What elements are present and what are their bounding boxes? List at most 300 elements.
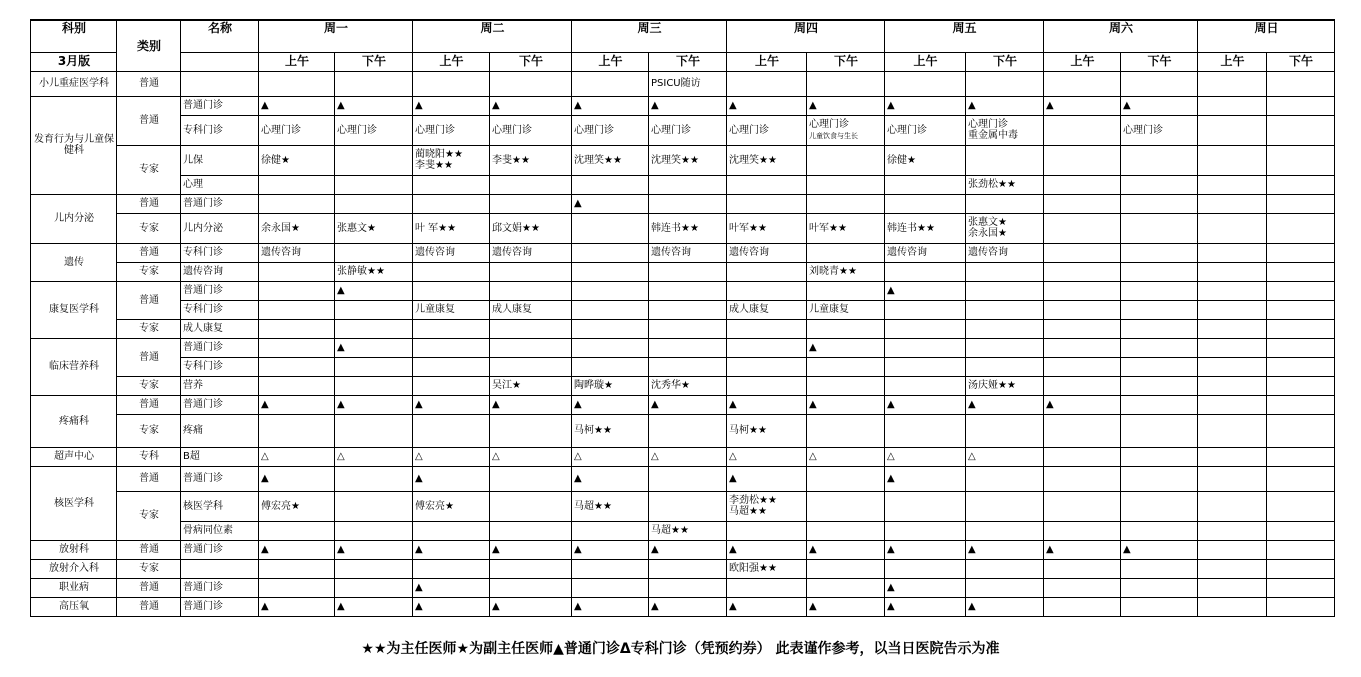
clinic-name-cell: 专科门诊 bbox=[181, 300, 259, 319]
schedule-cell bbox=[413, 145, 490, 175]
schedule-cell bbox=[1121, 466, 1198, 491]
schedule-cell-text: ▲ bbox=[415, 473, 423, 484]
schedule-cell bbox=[885, 466, 966, 491]
schedule-cell-text: 吴江★ bbox=[492, 380, 521, 391]
schedule-cell bbox=[335, 578, 413, 597]
schedule-cell bbox=[490, 578, 572, 597]
schedule-cell-text: ▲ bbox=[574, 100, 582, 111]
schedule-cell bbox=[966, 597, 1044, 616]
schedule-cell-text: ▲ bbox=[337, 399, 345, 410]
schedule-cell bbox=[413, 115, 490, 145]
table-row bbox=[31, 466, 1335, 491]
schedule-cell bbox=[490, 213, 572, 243]
schedule-cell bbox=[966, 243, 1044, 262]
schedule-cell bbox=[1198, 175, 1267, 194]
schedule-cell-text: ▲ bbox=[337, 544, 345, 555]
schedule-cell bbox=[259, 194, 335, 213]
schedule-cell bbox=[966, 376, 1044, 395]
schedule-cell bbox=[1198, 395, 1267, 414]
schedule-cell bbox=[259, 357, 335, 376]
day-header-tue: 周二 bbox=[413, 20, 572, 52]
schedule-cell bbox=[966, 300, 1044, 319]
schedule-cell bbox=[1198, 319, 1267, 338]
schedule-cell bbox=[1198, 521, 1267, 540]
schedule-cell bbox=[807, 281, 885, 300]
schedule-cell-text: ▲ bbox=[651, 544, 659, 555]
schedule-cell-text: 心理门诊 bbox=[809, 118, 849, 130]
schedule-cell bbox=[1044, 578, 1121, 597]
schedule-cell-text: ▲ bbox=[968, 100, 976, 111]
schedule-cell bbox=[807, 262, 885, 281]
table-row bbox=[31, 175, 1335, 194]
schedule-cell-text: 傅宏亮★ bbox=[261, 500, 300, 512]
dept-cell: 遗传 bbox=[31, 243, 117, 281]
clinic-name-cell: 成人康复 bbox=[181, 319, 259, 338]
schedule-cell bbox=[649, 540, 727, 559]
schedule-cell bbox=[807, 300, 885, 319]
day-header-mon: 周一 bbox=[259, 20, 413, 52]
schedule-cell bbox=[572, 540, 649, 559]
schedule-cell bbox=[1198, 213, 1267, 243]
schedule-cell bbox=[1044, 447, 1121, 466]
schedule-cell bbox=[1267, 540, 1335, 559]
table-row bbox=[31, 300, 1335, 319]
schedule-cell bbox=[1121, 447, 1198, 466]
clinic-name-cell: 营养 bbox=[181, 376, 259, 395]
schedule-cell bbox=[649, 96, 727, 115]
schedule-cell bbox=[413, 213, 490, 243]
half-am: 上午 bbox=[572, 52, 649, 71]
schedule-cell-text: ▲ bbox=[809, 544, 817, 555]
schedule-cell bbox=[807, 213, 885, 243]
schedule-cell-text: 成人康复 bbox=[492, 304, 532, 315]
schedule-cell bbox=[966, 414, 1044, 447]
type-cell: 普通 bbox=[117, 281, 181, 319]
table-row bbox=[31, 578, 1335, 597]
clinic-name-cell bbox=[181, 559, 259, 578]
schedule-cell bbox=[1267, 466, 1335, 491]
schedule-cell bbox=[572, 281, 649, 300]
schedule-cell bbox=[1267, 491, 1335, 521]
schedule-cell bbox=[649, 376, 727, 395]
schedule-cell bbox=[1267, 281, 1335, 300]
schedule-cell bbox=[885, 175, 966, 194]
schedule-cell-text: ▲ bbox=[261, 399, 269, 410]
schedule-cell-text: 沈理笑★★ bbox=[574, 154, 622, 166]
schedule-cell bbox=[727, 357, 807, 376]
schedule-cell bbox=[807, 357, 885, 376]
day-header-fri: 周五 bbox=[885, 20, 1044, 52]
schedule-cell bbox=[259, 466, 335, 491]
schedule-cell-text: ▲ bbox=[492, 544, 500, 555]
schedule-cell bbox=[807, 338, 885, 357]
schedule-cell-text: ▲ bbox=[809, 100, 817, 111]
schedule-cell bbox=[572, 96, 649, 115]
schedule-cell bbox=[885, 319, 966, 338]
schedule-cell bbox=[335, 338, 413, 357]
type-cell: 普通 bbox=[117, 395, 181, 414]
schedule-cell bbox=[1044, 521, 1121, 540]
schedule-cell bbox=[490, 281, 572, 300]
schedule-cell bbox=[335, 521, 413, 540]
schedule-cell bbox=[1267, 578, 1335, 597]
schedule-cell-text: ▲ bbox=[337, 342, 345, 353]
schedule-cell bbox=[1267, 71, 1335, 96]
schedule-cell-text: ▲ bbox=[729, 544, 737, 555]
schedule-cell bbox=[1121, 281, 1198, 300]
schedule-cell-text: 沈理笑★★ bbox=[651, 154, 699, 166]
table-row bbox=[31, 491, 1335, 521]
schedule-cell bbox=[572, 319, 649, 338]
schedule-cell-text: ▲ bbox=[729, 399, 737, 410]
type-cell: 专家 bbox=[117, 414, 181, 447]
schedule-cell-text: ▲ bbox=[809, 601, 817, 612]
schedule-cell bbox=[335, 213, 413, 243]
schedule-cell-text: ▲ bbox=[651, 399, 659, 410]
type-cell: 普通 bbox=[117, 338, 181, 376]
schedule-cell bbox=[1198, 597, 1267, 616]
schedule-cell-text: 叶 军★★ bbox=[415, 222, 457, 234]
schedule-cell bbox=[259, 395, 335, 414]
type-cell: 专科 bbox=[117, 447, 181, 466]
schedule-cell bbox=[1198, 281, 1267, 300]
schedule-cell-text: ▲ bbox=[651, 601, 659, 612]
schedule-cell-text: ▲ bbox=[261, 544, 269, 555]
schedule-cell-text: 遗传咨询 bbox=[651, 247, 691, 258]
clinic-name-cell: 普通门诊 bbox=[181, 597, 259, 616]
schedule-cell-text: 马柯★★ bbox=[574, 425, 612, 436]
schedule-cell bbox=[259, 243, 335, 262]
half-pm: 下午 bbox=[490, 52, 572, 71]
schedule-cell bbox=[572, 414, 649, 447]
schedule-cell-text: 儿童康复 bbox=[809, 304, 849, 315]
schedule-cell bbox=[490, 376, 572, 395]
schedule-cell bbox=[572, 300, 649, 319]
schedule-cell bbox=[490, 395, 572, 414]
schedule-cell bbox=[966, 559, 1044, 578]
schedule-cell bbox=[335, 71, 413, 96]
schedule-cell bbox=[1044, 540, 1121, 559]
schedule-cell bbox=[727, 338, 807, 357]
schedule-cell bbox=[807, 597, 885, 616]
schedule-cell bbox=[649, 559, 727, 578]
schedule-cell bbox=[727, 466, 807, 491]
schedule-cell bbox=[572, 447, 649, 466]
schedule-cell bbox=[807, 466, 885, 491]
type-cell: 普通 bbox=[117, 96, 181, 145]
table-row bbox=[31, 338, 1335, 357]
schedule-cell-text: ▲ bbox=[574, 473, 582, 484]
schedule-cell bbox=[259, 319, 335, 338]
dept-cell: 发育行为与儿童保健科 bbox=[31, 96, 117, 194]
schedule-cell-text: ▲ bbox=[887, 473, 895, 484]
table-row bbox=[31, 376, 1335, 395]
schedule-cell bbox=[1198, 559, 1267, 578]
schedule-cell-text: ▲ bbox=[574, 399, 582, 410]
dept-cell: 康复医学科 bbox=[31, 281, 117, 338]
schedule-cell bbox=[490, 466, 572, 491]
schedule-cell-text: ▲ bbox=[887, 582, 895, 593]
schedule-cell bbox=[885, 578, 966, 597]
schedule-cell bbox=[1121, 96, 1198, 115]
schedule-cell bbox=[1198, 466, 1267, 491]
schedule-cell bbox=[1121, 319, 1198, 338]
schedule-cell bbox=[885, 540, 966, 559]
schedule-cell-text: ▲ bbox=[968, 399, 976, 410]
schedule-cell bbox=[649, 466, 727, 491]
schedule-cell bbox=[572, 466, 649, 491]
schedule-cell bbox=[413, 447, 490, 466]
schedule-cell bbox=[807, 521, 885, 540]
schedule-cell bbox=[335, 466, 413, 491]
schedule-cell bbox=[1044, 466, 1121, 491]
clinic-name-cell: 普通门诊 bbox=[181, 466, 259, 491]
schedule-cell bbox=[335, 376, 413, 395]
schedule-cell bbox=[1044, 414, 1121, 447]
schedule-cell-text: △ bbox=[968, 451, 976, 462]
schedule-cell bbox=[572, 194, 649, 213]
schedule-cell bbox=[335, 243, 413, 262]
schedule-cell-text: 叶军★★ bbox=[729, 222, 767, 234]
half-am: 上午 bbox=[413, 52, 490, 71]
schedule-cell bbox=[259, 338, 335, 357]
schedule-cell bbox=[1267, 145, 1335, 175]
schedule-cell-text: ▲ bbox=[492, 399, 500, 410]
schedule-cell bbox=[1267, 300, 1335, 319]
half-pm: 下午 bbox=[335, 52, 413, 71]
clinic-name-cell: 遗传咨询 bbox=[181, 262, 259, 281]
type-cell: 普通 bbox=[117, 466, 181, 491]
day-header-sun: 周日 bbox=[1198, 20, 1335, 52]
schedule-cell bbox=[1267, 597, 1335, 616]
table-row bbox=[31, 319, 1335, 338]
schedule-cell bbox=[885, 96, 966, 115]
schedule-cell bbox=[966, 357, 1044, 376]
schedule-cell-text: △ bbox=[887, 451, 895, 462]
schedule-cell bbox=[727, 578, 807, 597]
schedule-cell bbox=[413, 597, 490, 616]
schedule-cell bbox=[335, 300, 413, 319]
schedule-cell-text: ▲ bbox=[887, 601, 895, 612]
schedule-cell bbox=[1198, 414, 1267, 447]
schedule-cell bbox=[1198, 447, 1267, 466]
schedule-cell bbox=[727, 281, 807, 300]
schedule-cell bbox=[966, 466, 1044, 491]
schedule-cell bbox=[807, 71, 885, 96]
schedule-cell-text: 张劲松★★ bbox=[968, 179, 1016, 190]
schedule-cell bbox=[649, 71, 727, 96]
schedule-cell bbox=[1198, 243, 1267, 262]
schedule-cell bbox=[413, 491, 490, 521]
schedule-cell bbox=[1198, 145, 1267, 175]
schedule-cell-text: 陶晔璇★ bbox=[574, 380, 613, 391]
schedule-cell bbox=[966, 491, 1044, 521]
schedule-cell bbox=[259, 281, 335, 300]
schedule-cell bbox=[727, 491, 807, 521]
schedule-cell bbox=[1044, 300, 1121, 319]
clinic-name-cell: 心理 bbox=[181, 175, 259, 194]
schedule-cell bbox=[1198, 96, 1267, 115]
clinic-name-cell: B超 bbox=[181, 447, 259, 466]
schedule-cell-text: △ bbox=[261, 451, 269, 462]
schedule-cell bbox=[885, 71, 966, 96]
schedule-cell bbox=[966, 213, 1044, 243]
schedule-cell bbox=[727, 145, 807, 175]
dept-cell: 超声中心 bbox=[31, 447, 117, 466]
schedule-cell bbox=[807, 578, 885, 597]
schedule-cell bbox=[490, 414, 572, 447]
schedule-cell-text: 遗传咨询 bbox=[968, 247, 1008, 258]
type-cell: 专家 bbox=[117, 262, 181, 281]
schedule-cell bbox=[335, 597, 413, 616]
schedule-cell bbox=[259, 491, 335, 521]
schedule-cell-text: △ bbox=[337, 451, 345, 462]
schedule-cell bbox=[490, 262, 572, 281]
schedule-cell bbox=[1121, 521, 1198, 540]
schedule-cell bbox=[649, 521, 727, 540]
schedule-cell bbox=[1121, 491, 1198, 521]
schedule-cell bbox=[572, 578, 649, 597]
dept-cell: 放射介入科 bbox=[31, 559, 117, 578]
schedule-cell-text: 张静敏★★ bbox=[337, 266, 385, 277]
schedule-cell bbox=[1044, 175, 1121, 194]
schedule-cell bbox=[885, 521, 966, 540]
schedule-cell-text: 张惠文★ 余永国★ bbox=[968, 217, 1007, 239]
half-am: 上午 bbox=[1044, 52, 1121, 71]
table-row bbox=[31, 243, 1335, 262]
clinic-name-cell: 普通门诊 bbox=[181, 281, 259, 300]
schedule-cell-text: ▲ bbox=[492, 100, 500, 111]
half-am: 上午 bbox=[259, 52, 335, 71]
schedule-cell bbox=[259, 521, 335, 540]
type-cell: 专家 bbox=[117, 213, 181, 243]
schedule-cell-text: ▲ bbox=[415, 544, 423, 555]
schedule-cell-text: 李斐★★ bbox=[492, 154, 530, 166]
schedule-cell-text: 韩连书★★ bbox=[887, 222, 935, 234]
schedule-cell bbox=[1044, 115, 1121, 145]
table-row bbox=[31, 559, 1335, 578]
schedule-cell-text: ▲ bbox=[1123, 544, 1131, 555]
schedule-cell bbox=[259, 447, 335, 466]
schedule-cell bbox=[335, 281, 413, 300]
schedule-cell bbox=[727, 376, 807, 395]
schedule-cell bbox=[1044, 281, 1121, 300]
schedule-cell bbox=[572, 376, 649, 395]
schedule-cell bbox=[490, 447, 572, 466]
schedule-cell-text: 遗传咨询 bbox=[492, 247, 532, 258]
schedule-cell bbox=[413, 578, 490, 597]
schedule-cell bbox=[413, 376, 490, 395]
type-cell: 普通 bbox=[117, 194, 181, 213]
schedule-cell bbox=[572, 597, 649, 616]
schedule-cell-text: 韩连书★★ bbox=[651, 222, 699, 234]
schedule-cell bbox=[413, 466, 490, 491]
schedule-cell-text: 刘晓青★★ bbox=[809, 266, 857, 277]
schedule-cell-text: 马超★★ bbox=[574, 500, 612, 512]
schedule-cell-text: ▲ bbox=[809, 342, 817, 353]
schedule-cell bbox=[807, 319, 885, 338]
schedule-cell bbox=[727, 447, 807, 466]
schedule-cell-text: △ bbox=[492, 451, 500, 462]
schedule-cell-text: ▲ bbox=[968, 544, 976, 555]
schedule-cell bbox=[1044, 194, 1121, 213]
schedule-cell bbox=[572, 521, 649, 540]
schedule-cell-text: ▲ bbox=[415, 582, 423, 593]
schedule-cell bbox=[885, 194, 966, 213]
schedule-cell bbox=[1267, 243, 1335, 262]
schedule-cell bbox=[649, 194, 727, 213]
schedule-cell bbox=[1267, 194, 1335, 213]
schedule-cell bbox=[1198, 194, 1267, 213]
schedule-cell bbox=[335, 319, 413, 338]
schedule-cell bbox=[885, 395, 966, 414]
schedule-cell bbox=[1267, 376, 1335, 395]
dept-cell: 放射科 bbox=[31, 540, 117, 559]
schedule-cell bbox=[1121, 194, 1198, 213]
schedule-cell bbox=[335, 491, 413, 521]
schedule-cell bbox=[966, 540, 1044, 559]
half-pm: 下午 bbox=[1267, 52, 1335, 71]
schedule-cell bbox=[727, 395, 807, 414]
schedule-cell bbox=[490, 175, 572, 194]
type-cell: 普通 bbox=[117, 71, 181, 96]
schedule-cell bbox=[259, 96, 335, 115]
schedule-table bbox=[30, 19, 1335, 617]
schedule-cell bbox=[413, 414, 490, 447]
schedule-cell-text: △ bbox=[574, 451, 582, 462]
schedule-cell bbox=[727, 194, 807, 213]
table-row bbox=[31, 145, 1335, 175]
schedule-cell bbox=[1121, 540, 1198, 559]
dept-cell: 职业病 bbox=[31, 578, 117, 597]
schedule-cell bbox=[413, 395, 490, 414]
schedule-cell-text: 遗传咨询 bbox=[729, 247, 769, 258]
schedule-cell bbox=[490, 540, 572, 559]
schedule-cell bbox=[413, 262, 490, 281]
schedule-cell-text: 遗传咨询 bbox=[887, 247, 927, 258]
clinic-name-cell: 普通门诊 bbox=[181, 395, 259, 414]
schedule-cell bbox=[1044, 96, 1121, 115]
header-row-halves bbox=[31, 52, 1335, 71]
schedule-cell bbox=[727, 597, 807, 616]
schedule-cell bbox=[1121, 300, 1198, 319]
schedule-cell bbox=[572, 175, 649, 194]
schedule-cell bbox=[649, 338, 727, 357]
schedule-cell-text: 心理门诊 bbox=[492, 124, 532, 136]
schedule-cell-text: 心理门诊 bbox=[1123, 124, 1163, 136]
type-cell: 专家 bbox=[117, 376, 181, 395]
schedule-cell bbox=[727, 521, 807, 540]
schedule-cell bbox=[1121, 338, 1198, 357]
schedule-cell-text: 马超★★ bbox=[651, 525, 689, 536]
schedule-cell bbox=[1044, 357, 1121, 376]
schedule-cell bbox=[572, 145, 649, 175]
schedule-cell bbox=[413, 319, 490, 338]
clinic-name-cell: 普通门诊 bbox=[181, 578, 259, 597]
clinic-name-cell: 专科门诊 bbox=[181, 357, 259, 376]
schedule-cell bbox=[572, 115, 649, 145]
schedule-cell bbox=[966, 578, 1044, 597]
schedule-cell bbox=[649, 262, 727, 281]
schedule-cell bbox=[1044, 262, 1121, 281]
schedule-cell bbox=[1267, 414, 1335, 447]
schedule-cell-text: 邱文娟★★ bbox=[492, 222, 540, 234]
schedule-cell bbox=[649, 300, 727, 319]
schedule-cell bbox=[649, 357, 727, 376]
schedule-cell bbox=[1044, 491, 1121, 521]
schedule-cell bbox=[1121, 395, 1198, 414]
schedule-cell bbox=[807, 194, 885, 213]
